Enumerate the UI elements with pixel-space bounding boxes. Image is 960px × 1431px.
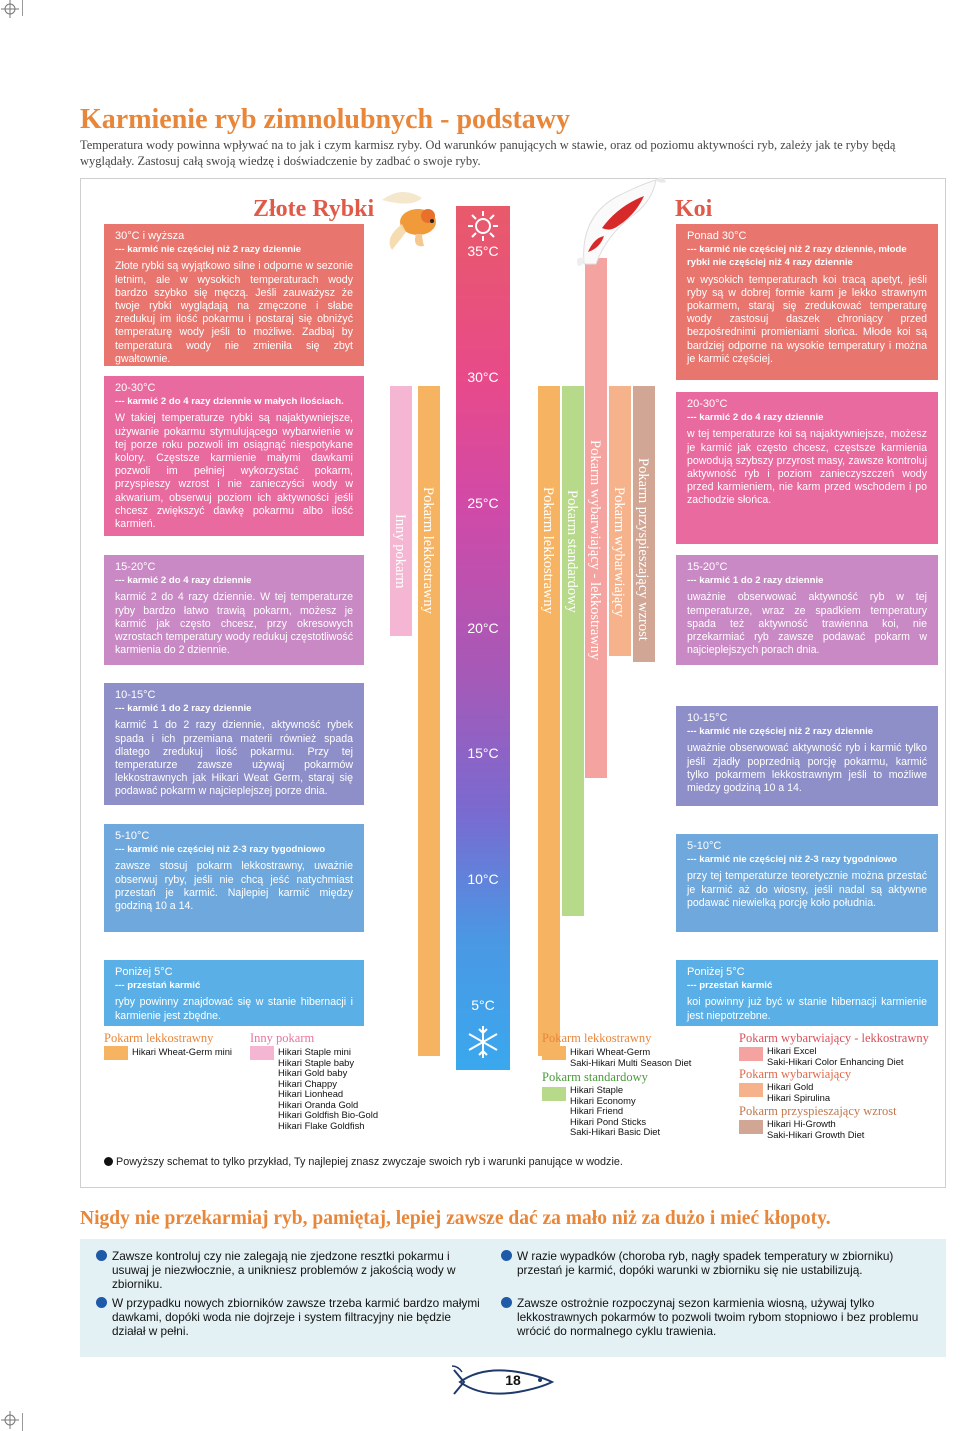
legend-swatch-wybarwiajacy-lekkostrawny <box>739 1047 763 1061</box>
bullet-icon <box>104 1157 113 1166</box>
legend-title-wybarwiajacy-lekkostrawny: Pokarm wybarwiający - lekkostrawny <box>739 1031 929 1045</box>
legend-items-lekkostrawny-koi: Hikari Wheat-Germ Saki-Hikari Multi Season Diet <box>570 1046 692 1068</box>
bar-label-lekkostrawny-koi: Pokarm lekkostrawny <box>540 487 556 614</box>
legend-title-lekkostrawny-goldfish: Pokarm lekkostrawny <box>104 1031 214 1045</box>
legend-swatch-wybarwiajacy <box>739 1083 763 1097</box>
koi-panel-10-15: 10-15°C --- karmić nie częściej niż 2 razy dziennie uważnie obserwować aktywność ryb i karmić tylko jeśli zjadły poprzednią porcję pokarmu, karmić tylko pokarmem lekkostrawnym jeśli to możliwe miedzy godziną 10 a 14. <box>676 706 938 806</box>
bar-label-wybarwiajacy-lekkostrawny: Pokarm wybarwiający - lekkostrawny <box>587 440 603 661</box>
legend-items-inny: Hikari Staple mini Hikari Staple baby Hikari Gold baby Hikari Chappy Hikari Lionhead Hikari Oranda Gold Hikari Goldfish Bio-Gold Hikari Flake Goldfish <box>278 1046 379 1131</box>
legend-title-wzrost: Pokarm przyspieszający wzrost <box>739 1104 897 1118</box>
legend-swatch-inny <box>250 1046 274 1060</box>
goldfish-panel-5-10: 5-10°C --- karmić nie częściej niż 2-3 razy tygodniowo zawsze stosuj pokarm lekkostrawny, uważnie obserwuj ryby, jeśli nie chcą jeść natychmiast przestań je karmić. Najlepiej karmić między godziną 10 a 14. <box>104 824 364 932</box>
crop-mark <box>22 1413 23 1431</box>
legend-swatch-wzrost <box>739 1120 763 1134</box>
legend-swatch-lekkostrawny-goldfish <box>104 1046 128 1060</box>
legend-items-standardowy: Hikari Staple Hikari Economy Hikari Friend Hikari Pond Sticks Saki-Hikari Basic Diet <box>570 1084 661 1137</box>
page-title: Karmienie ryb zimnolubnych - podstawy <box>80 104 571 135</box>
legend-items-wybarwiajacy-lekkostrawny: Hikari Excel Saki-Hikari Color Enhancing Diet <box>767 1045 904 1067</box>
bullet-icon <box>96 1250 107 1261</box>
legend-items-lekkostrawny-goldfish: Hikari Wheat-Germ mini <box>132 1046 233 1057</box>
tip-item: W razie wypadków (choroba ryb, nagły spadek temperatury w zbiorniku) przestań je karmić, dopóki warunki w zbiorniku się nie ustabilizują. <box>517 1249 933 1277</box>
registration-mark-icon <box>1 0 19 18</box>
legend-swatch-lekkostrawny-koi <box>542 1046 566 1060</box>
tip-item: W przypadku nowych zbiorników zawsze trzeba karmić bardzo małymi dawkami, dopóki woda nie dojrzeje i system filtracyjny nie będzie działał w pełni. <box>112 1296 484 1339</box>
bar-label-przyspieszajacy-wzrost: Pokarm przyspieszający wzrost <box>635 458 651 641</box>
koi-panel-20-30: 20-30°C --- karmić 2 do 4 razy dziennie w tej temperaturze koi są najaktywniejsze, możesz je karmić jak często chcesz, częstsze karmienia powodują szybszy przyrost masy, zawsze kontroluj aktywność ryb i poziom zanieczyszczeń wody przed karmieniem, nie karm przed wschodem i po zachodzie słońca. <box>676 392 938 544</box>
snowflake-icon <box>467 1024 499 1060</box>
koi-panel-below-5: Poniżej 5°C --- przestań karmić koi powinny już być w stanie hibernacji karmienie jest niepotrzebne. <box>676 960 938 1026</box>
temp-30: 30°C <box>467 369 499 385</box>
koi-title: Koi <box>675 196 713 222</box>
temp-5: 5°C <box>471 997 495 1013</box>
goldfish-panel-below-5: Poniżej 5°C --- przestań karmić ryby powinny znajdować się w stanie hibernacji i karmienie jest zbędne. <box>104 960 364 1026</box>
tip-item: Zawsze ostrożnie rozpoczynaj sezon karmienia wiosną, używaj tylko lekkostrawnych pokarmów to pozwoli twoim rybom stopniowo i bez problemu wrócić do normalnego cyklu trawienia. <box>517 1296 933 1339</box>
legend-title-inny: Inny pokarm <box>250 1031 315 1045</box>
temp-25: 25°C <box>467 495 499 511</box>
legend-items-wybarwiajacy: Hikari Gold Hikari Spirulina <box>767 1081 831 1103</box>
legend-title-lekkostrawny-koi: Pokarm lekkostrawny <box>542 1031 652 1045</box>
goldfish-illustration <box>372 180 452 252</box>
koi-panel-5-10: 5-10°C --- karmić nie częściej niż 2-3 razy tygodniowo przy tej temperaturze teoretycznie można przestać je karmić aż do wiosny, jeśli nadal są aktywne podawać niewielką porcję koło południa. <box>676 834 938 932</box>
page-number: 18 <box>505 1372 521 1388</box>
registration-mark-icon <box>1 1411 19 1429</box>
legend-items-wzrost: Hikari Hi-Growth Saki-Hikari Growth Diet <box>767 1118 865 1140</box>
intro-text: Temperatura wody powinna wpływać na to jak i czym karmisz ryby. Od warunków panujących w stawie, oraz od poziomu aktywności ryb, zależy jak te ryby będą wyglądały. Zastosuj całą swoją wiedzę i doświadczenie by zadbać o swoje ryby. <box>80 138 896 168</box>
goldfish-panel-15-20: 15-20°C --- karmić 2 do 4 razy dziennie karmić 2 do 4 razy dziennie. W tej temperaturze ryby bardzo łatwo trawią pokarm, możesz je karmić jak często chcesz, przy okresowych wzrostach temperatury wody redukuj częstotliwość karmienia do 2 dziennie. <box>104 555 364 665</box>
goldfish-title: Złote Rybki <box>253 196 375 222</box>
koi-illustration <box>572 176 668 268</box>
bar-label-standardowy: Pokarm standardowy <box>564 490 580 613</box>
legend-title-wybarwiajacy: Pokarm wybarwiający <box>739 1067 852 1081</box>
thermometer-bar <box>456 206 510 1070</box>
koi-panel-15-20: 15-20°C --- karmić 1 do 2 razy dziennie uważnie obserwować aktywność ryb w tej temperaturze, wraz ze spadkiem temperatury spada też aktywność trawienna koi, nie przekarmiać ryb zawsze podawać pokarm w najcieplejszych porach dnia. <box>676 555 938 665</box>
warning-heading: Nigdy nie przekarmiaj ryb, pamiętaj, lepiej zawsze dać za mało niż za dużo i mieć kłopoty. <box>80 1208 831 1229</box>
bullet-icon <box>501 1297 512 1308</box>
temp-20: 20°C <box>467 620 499 636</box>
legend-title-standardowy: Pokarm standardowy <box>542 1070 648 1084</box>
goldfish-panel-20-30: 20-30°C --- karmić 2 do 4 razy dziennie w małych ilościach. W takiej temperaturze rybki są najaktywniejsze, używanie pokarmu stymulującego wybarwienie w tej porze roku pozwoli im osiągnąć niespotykane kolory. Częstsze karmienie małymi dawkami pozwoli im pełniej wykorzystać pokarm, przyspieszy wzrost i nie zanieczyści wody w akwarium, obserwuj poziom ich aktywności jeśli chcesz zwiększyć dawkę pokarmu albo ilość karmień. <box>104 376 364 536</box>
bullet-icon <box>501 1250 512 1261</box>
koi-panel-30-plus: Ponad 30°C --- karmić nie częściej niż 2 razy dziennie, młode rybki nie częściej niż 4 razy dziennie w wysokich temperaturach koi tracą apetyt, jeśli ryby są w dobrej formie karm je lekko strawnym pokarmem, staraj się zredukować temperaturę wody zastosuj daszek chroniący przed bezpośrednimi promieniami słońca. Młode koi są bardziej odporne na wysokie temperatury i można je karmić częściej. <box>676 224 938 380</box>
bar-label-lekkostrawny-goldfish: Pokarm lekkostrawny <box>420 487 436 614</box>
temp-10: 10°C <box>467 871 499 887</box>
bullet-icon <box>96 1297 107 1308</box>
goldfish-panel-10-15: 10-15°C --- karmić 1 do 2 razy dziennie karmić 1 do 2 razy dziennie, aktywność rybek spada i ich przemiana materii również spada dlatego zredukuj ilość pokarmu. Przy tej temperaturze zawsze używaj pokarmów lekkostrawnych jak Hikari Weat Germ, staraj się podawać pokarm w najcieplejszej porze dnia. <box>104 683 364 805</box>
disclaimer-note: Powyższy schemat to tylko przykład, Ty najlepiej znasz zwyczaje swoich ryb i warunki panujące w wodzie. <box>104 1156 623 1168</box>
sun-icon <box>467 210 499 242</box>
temp-15: 15°C <box>467 745 499 761</box>
goldfish-panel-30-plus: 30°C i wyższa --- karmić nie częściej niż 2 razy dziennie Złote rybki są wyjątkowo silne i odporne w sezonie letnim, ale w wysokich temperaturach wody bardzo szybko się męczą. Jeśli zauważysz że twoje rybki wyglądają na zmęczone i słabe zredukuj im ilość pokarmu i postaraj się obniżyć temperaturę wody jeśli to możliwe. Zadbaj by temperatura wody nie zmieniła się zbyt gwałtownie. <box>104 224 364 366</box>
legend-swatch-standardowy <box>542 1087 566 1101</box>
bar-label-inny-pokarm: Inny pokarm <box>392 514 408 589</box>
bar-label-wybarwiajacy: Pokarm wybarwiający <box>611 487 627 618</box>
crop-mark <box>22 0 23 16</box>
bar-standardowy <box>562 386 584 916</box>
temp-35: 35°C <box>467 243 499 259</box>
tip-item: Zawsze kontroluj czy nie zalegają nie zjedzone resztki pokarmu i usuwaj je niezwłocznie, a unikniesz problemów z jakością wody w zbiorniku. <box>112 1249 484 1292</box>
bar-inny-pokarm <box>390 386 412 636</box>
